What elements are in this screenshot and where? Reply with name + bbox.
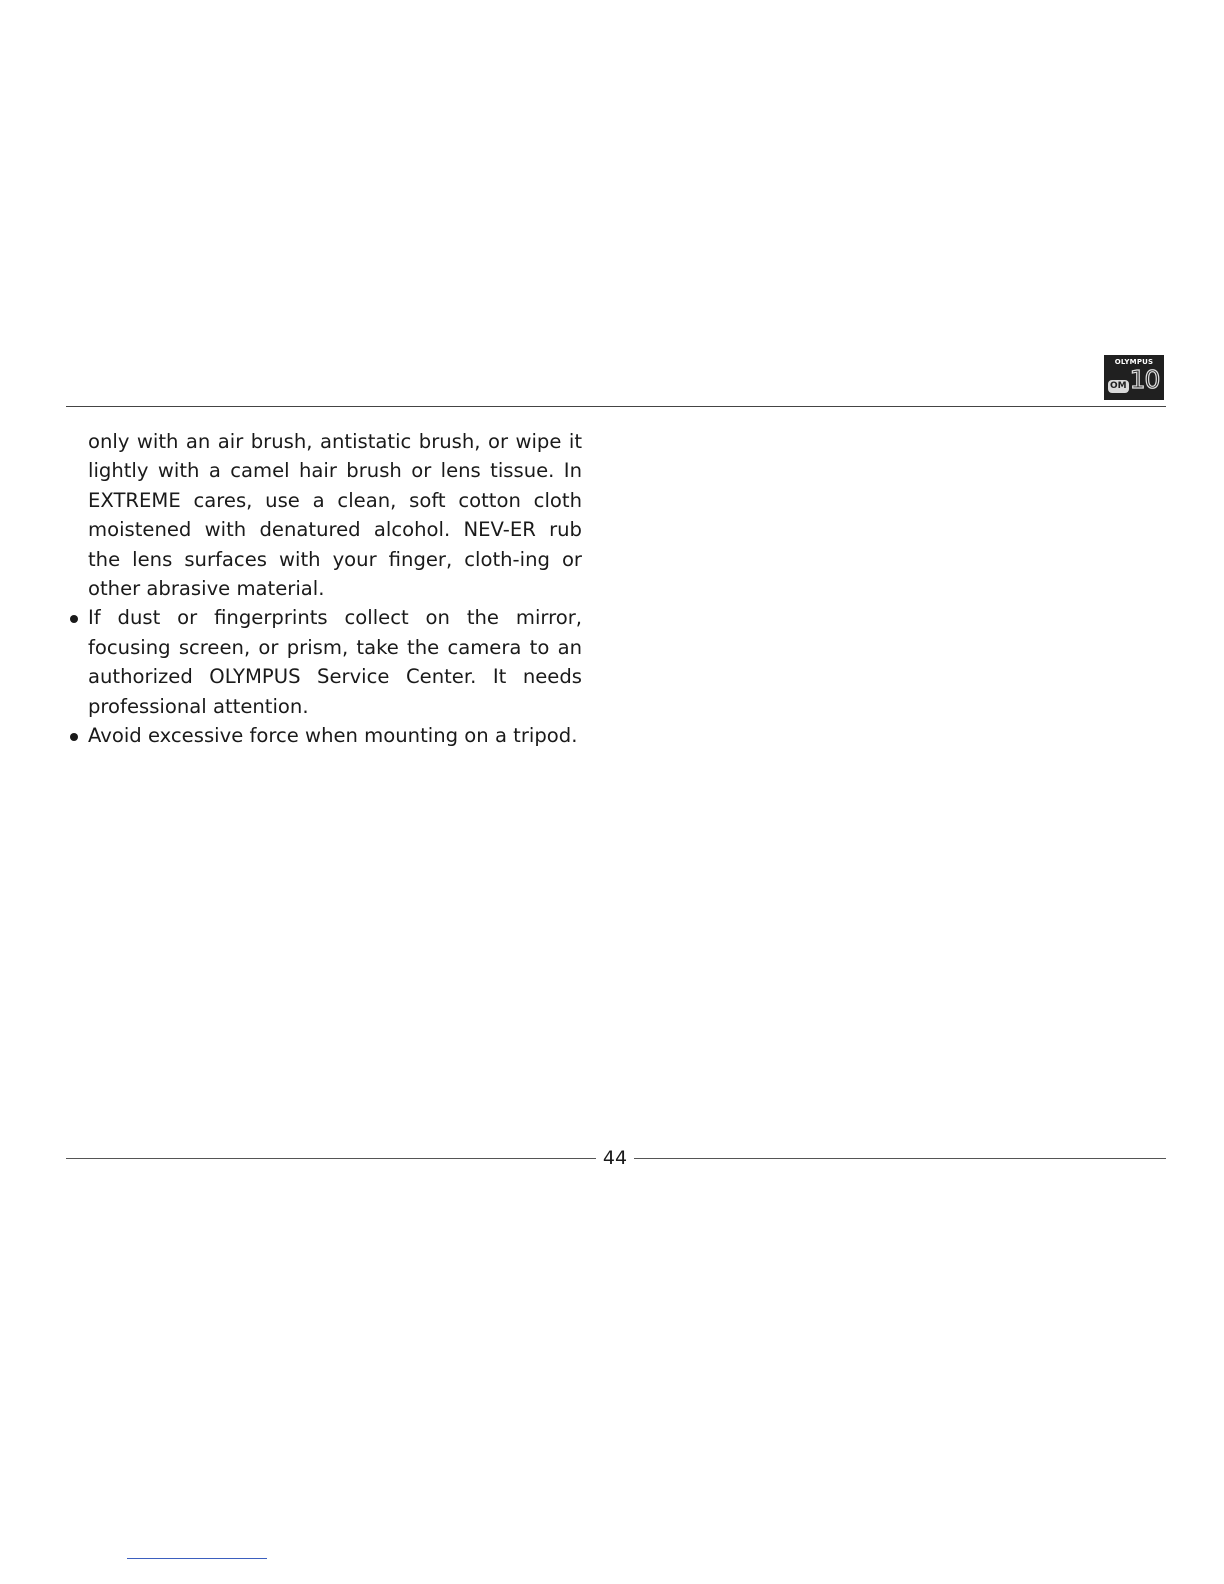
body-text xyxy=(58,427,582,750)
bullet-item xyxy=(58,603,582,721)
logo-model-number: 10 xyxy=(1129,365,1160,394)
header-rule xyxy=(66,406,1166,407)
olympus-om10-logo xyxy=(1104,355,1164,400)
bullet-text: If dust or fingerprints collect on the mirror, focusing screen, or prism, take the camera to an authorized OLYMPUS Service Center. It needs professional attention. xyxy=(88,606,582,718)
bullet-text: Avoid excessive force when mounting on a tripod. xyxy=(88,724,578,748)
footer-rule-left xyxy=(66,1158,596,1159)
page-number: 44 xyxy=(602,1147,628,1169)
continuation-paragraph: only with an air brush, antistatic brush, or wipe it lightly with a camel hair brush or lens tissue. In EXTREME cares, use a clean, soft cotton cloth moistened with denatured alcohol. NEV-ER rub the lens surfaces with your finger, cloth-ing or other abrasive material. xyxy=(88,430,582,601)
bullet-dot-icon xyxy=(70,733,78,741)
logo-brand: OLYMPUS xyxy=(1114,358,1154,366)
bullet-dot-icon xyxy=(70,615,78,623)
stray-line xyxy=(127,1558,267,1559)
logo-model xyxy=(1108,365,1162,395)
footer-rule-right xyxy=(634,1158,1166,1159)
bullet-item xyxy=(58,721,582,750)
logo-model-prefix: OM xyxy=(1110,381,1127,391)
